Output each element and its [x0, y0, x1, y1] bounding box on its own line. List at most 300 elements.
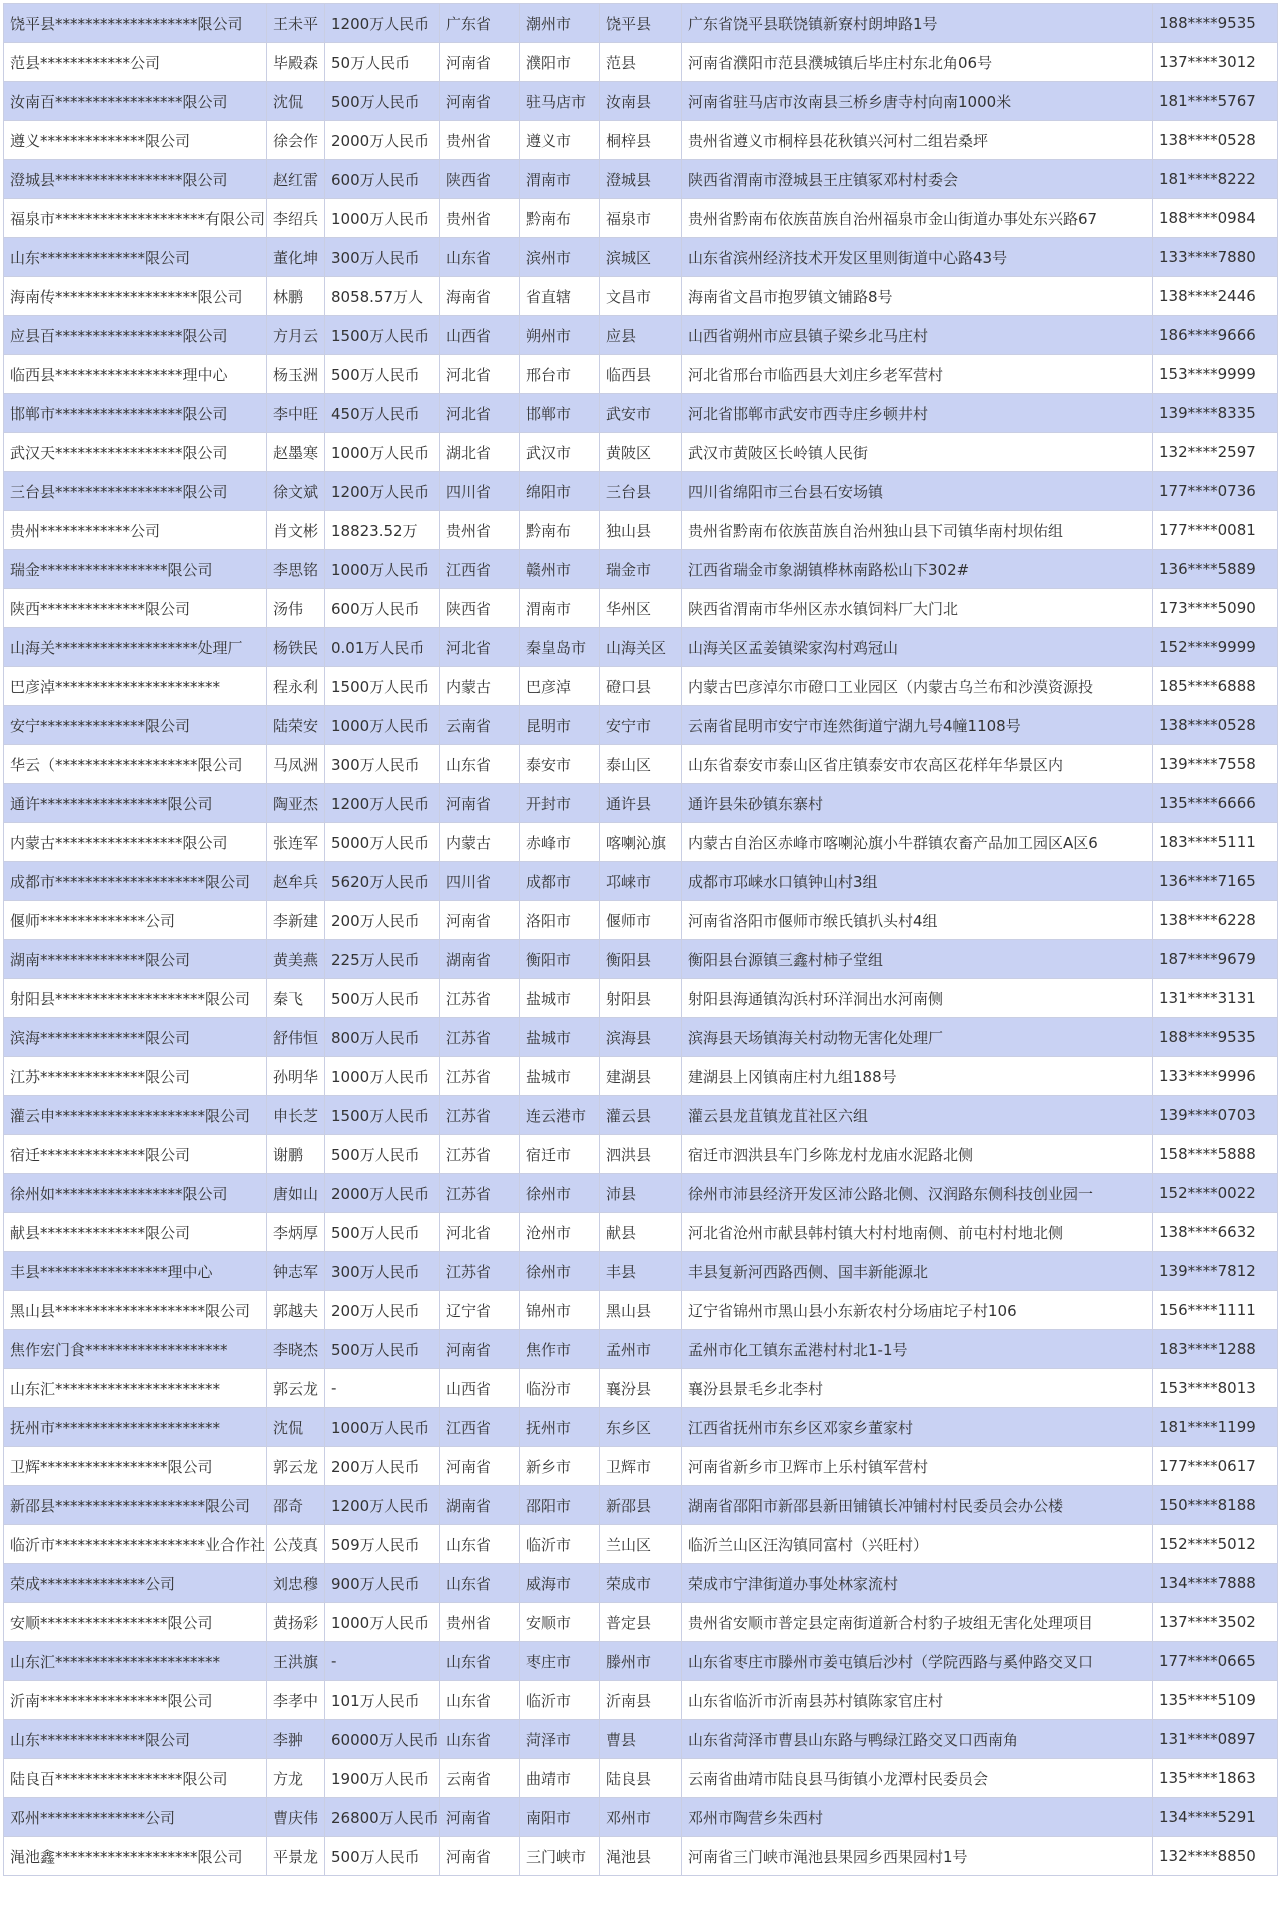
province-cell: 广东省	[440, 4, 520, 43]
address-cell: 射阳县海通镇沟浜村环洋洞出水河南侧	[682, 979, 1153, 1018]
province-cell: 河南省	[440, 1798, 520, 1837]
legal-rep-cell: 刘忠穆	[267, 1564, 325, 1603]
province-cell: 河北省	[440, 394, 520, 433]
province-cell: 山东省	[440, 238, 520, 277]
registered-capital-cell: 450万人民币	[325, 394, 440, 433]
registered-capital-cell: 900万人民币	[325, 1564, 440, 1603]
phone-cell: 158****5888	[1153, 1135, 1278, 1174]
province-cell: 山东省	[440, 1681, 520, 1720]
phone-cell: 153****8013	[1153, 1369, 1278, 1408]
company-name-cell: 黑山县********************限公司	[4, 1291, 267, 1330]
phone-cell: 136****7165	[1153, 862, 1278, 901]
city-cell: 徐州市	[520, 1252, 600, 1291]
address-cell: 衡阳县台源镇三鑫村柿子堂组	[682, 940, 1153, 979]
district-cell: 华州区	[600, 589, 682, 628]
district-cell: 磴口县	[600, 667, 682, 706]
province-cell: 四川省	[440, 472, 520, 511]
legal-rep-cell: 马凤洲	[267, 745, 325, 784]
legal-rep-cell: 李孝中	[267, 1681, 325, 1720]
address-cell: 河南省濮阳市范县濮城镇后毕庄村东北角06号	[682, 43, 1153, 82]
phone-cell: 153****9999	[1153, 355, 1278, 394]
phone-cell: 138****6632	[1153, 1213, 1278, 1252]
company-name-cell: 福泉市********************有限公司	[4, 199, 267, 238]
company-name-cell: 山东汇**********************	[4, 1369, 267, 1408]
district-cell: 泰山区	[600, 745, 682, 784]
legal-rep-cell: 方龙	[267, 1759, 325, 1798]
address-cell: 内蒙古自治区赤峰市喀喇沁旗小牛群镇农畜产品加工园区A区6	[682, 823, 1153, 862]
legal-rep-cell: 李翀	[267, 1720, 325, 1759]
phone-cell: 136****5889	[1153, 550, 1278, 589]
district-cell: 汝南县	[600, 82, 682, 121]
registered-capital-cell: 1000万人民币	[325, 550, 440, 589]
legal-rep-cell: 方月云	[267, 316, 325, 355]
phone-cell: 152****0022	[1153, 1174, 1278, 1213]
address-cell: 山东省滨州经济技术开发区里则街道中心路43号	[682, 238, 1153, 277]
province-cell: 江苏省	[440, 1252, 520, 1291]
table-row	[4, 277, 1278, 316]
city-cell: 邵阳市	[520, 1486, 600, 1525]
address-cell: 广东省饶平县联饶镇新寮村朗坤路1号	[682, 4, 1153, 43]
phone-cell: 188****0984	[1153, 199, 1278, 238]
legal-rep-cell: 郭云龙	[267, 1369, 325, 1408]
company-name-cell: 华云（*******************限公司	[4, 745, 267, 784]
company-name-cell: 山东汇**********************	[4, 1642, 267, 1681]
phone-cell: 135****6666	[1153, 784, 1278, 823]
legal-rep-cell: 杨铁民	[267, 628, 325, 667]
address-cell: 邓州市陶营乡朱西村	[682, 1798, 1153, 1837]
province-cell: 辽宁省	[440, 1291, 520, 1330]
district-cell: 丰县	[600, 1252, 682, 1291]
company-name-cell: 内蒙古*****************限公司	[4, 823, 267, 862]
legal-rep-cell: 舒伟恒	[267, 1018, 325, 1057]
address-cell: 山东省菏泽市曹县山东路与鸭绿江路交叉口西南角	[682, 1720, 1153, 1759]
phone-cell: 183****1288	[1153, 1330, 1278, 1369]
city-cell: 渭南市	[520, 589, 600, 628]
phone-cell: 186****9666	[1153, 316, 1278, 355]
province-cell: 河南省	[440, 1837, 520, 1876]
province-cell: 江西省	[440, 550, 520, 589]
phone-cell: 139****7812	[1153, 1252, 1278, 1291]
city-cell: 武汉市	[520, 433, 600, 472]
table-row	[4, 979, 1278, 1018]
address-cell: 云南省昆明市安宁市连然街道宁湖九号4幢1108号	[682, 706, 1153, 745]
district-cell: 通许县	[600, 784, 682, 823]
city-cell: 临沂市	[520, 1525, 600, 1564]
company-name-cell: 徐州如*****************限公司	[4, 1174, 267, 1213]
district-cell: 射阳县	[600, 979, 682, 1018]
company-name-cell: 新邵县********************限公司	[4, 1486, 267, 1525]
city-cell: 邢台市	[520, 355, 600, 394]
district-cell: 衡阳县	[600, 940, 682, 979]
registered-capital-cell: 300万人民币	[325, 1252, 440, 1291]
city-cell: 潮州市	[520, 4, 600, 43]
table-row	[4, 1681, 1278, 1720]
company-name-cell: 偃师**************公司	[4, 901, 267, 940]
table-row	[4, 628, 1278, 667]
legal-rep-cell: 唐如山	[267, 1174, 325, 1213]
table-row	[4, 550, 1278, 589]
city-cell: 盐城市	[520, 979, 600, 1018]
province-cell: 江苏省	[440, 979, 520, 1018]
province-cell: 贵州省	[440, 199, 520, 238]
phone-cell: 138****6228	[1153, 901, 1278, 940]
table-row	[4, 1135, 1278, 1174]
table-row	[4, 1759, 1278, 1798]
registered-capital-cell: 26800万人民币	[325, 1798, 440, 1837]
address-cell: 山海关区孟姜镇梁家沟村鸡冠山	[682, 628, 1153, 667]
address-cell: 孟州市化工镇东孟港村村北1-1号	[682, 1330, 1153, 1369]
table-row	[4, 394, 1278, 433]
phone-cell: 177****0736	[1153, 472, 1278, 511]
table-row	[4, 82, 1278, 121]
city-cell: 沧州市	[520, 1213, 600, 1252]
table-row	[4, 1096, 1278, 1135]
district-cell: 普定县	[600, 1603, 682, 1642]
phone-cell: 152****5012	[1153, 1525, 1278, 1564]
city-cell: 邯郸市	[520, 394, 600, 433]
phone-cell: 173****5090	[1153, 589, 1278, 628]
legal-rep-cell: 郭云龙	[267, 1447, 325, 1486]
registered-capital-cell: 1200万人民币	[325, 784, 440, 823]
phone-cell: 138****2446	[1153, 277, 1278, 316]
province-cell: 江苏省	[440, 1174, 520, 1213]
table-row	[4, 1642, 1278, 1681]
address-cell: 贵州省黔南布依族苗族自治州独山县下司镇华南村坝佑组	[682, 511, 1153, 550]
city-cell: 三门峡市	[520, 1837, 600, 1876]
legal-rep-cell: 肖文彬	[267, 511, 325, 550]
district-cell: 泗洪县	[600, 1135, 682, 1174]
company-name-cell: 江苏**************限公司	[4, 1057, 267, 1096]
city-cell: 盐城市	[520, 1057, 600, 1096]
legal-rep-cell: 平景龙	[267, 1837, 325, 1876]
registered-capital-cell: 1000万人民币	[325, 199, 440, 238]
address-cell: 贵州省安顺市普定县定南街道新合村豹子坡组无害化处理项目	[682, 1603, 1153, 1642]
company-name-cell: 澄城县*****************限公司	[4, 160, 267, 199]
city-cell: 泰安市	[520, 745, 600, 784]
table-row	[4, 1525, 1278, 1564]
province-cell: 山东省	[440, 1525, 520, 1564]
table-row	[4, 1252, 1278, 1291]
address-cell: 内蒙古巴彦淖尔市磴口工业园区（内蒙古乌兰布和沙漠资源投	[682, 667, 1153, 706]
phone-cell: 139****0703	[1153, 1096, 1278, 1135]
city-cell: 赣州市	[520, 550, 600, 589]
table-row	[4, 355, 1278, 394]
district-cell: 新邵县	[600, 1486, 682, 1525]
registered-capital-cell: 600万人民币	[325, 589, 440, 628]
table-row	[4, 1174, 1278, 1213]
address-cell: 贵州省遵义市桐梓县花秋镇兴河村二组岩桑坪	[682, 121, 1153, 160]
province-cell: 山西省	[440, 1369, 520, 1408]
table-row	[4, 1213, 1278, 1252]
company-name-cell: 山东**************限公司	[4, 238, 267, 277]
phone-cell: 185****6888	[1153, 667, 1278, 706]
legal-rep-cell: 申长芝	[267, 1096, 325, 1135]
province-cell: 内蒙古	[440, 667, 520, 706]
legal-rep-cell: 林鹏	[267, 277, 325, 316]
legal-rep-cell: 赵墨寒	[267, 433, 325, 472]
registered-capital-cell: 0.01万人民币	[325, 628, 440, 667]
city-cell: 锦州市	[520, 1291, 600, 1330]
address-cell: 山东省临沂市沂南县苏村镇陈家官庄村	[682, 1681, 1153, 1720]
district-cell: 孟州市	[600, 1330, 682, 1369]
phone-cell: 187****9679	[1153, 940, 1278, 979]
city-cell: 徐州市	[520, 1174, 600, 1213]
legal-rep-cell: 汤伟	[267, 589, 325, 628]
legal-rep-cell: 王未平	[267, 4, 325, 43]
company-name-cell: 丰县*****************理中心	[4, 1252, 267, 1291]
legal-rep-cell: 沈侃	[267, 1408, 325, 1447]
registered-capital-cell: 200万人民币	[325, 901, 440, 940]
city-cell: 省直辖	[520, 277, 600, 316]
phone-cell: 133****9996	[1153, 1057, 1278, 1096]
legal-rep-cell: 李思铭	[267, 550, 325, 589]
table-row	[4, 472, 1278, 511]
company-name-cell: 献县**************限公司	[4, 1213, 267, 1252]
legal-rep-cell: 孙明华	[267, 1057, 325, 1096]
legal-rep-cell: 郭越夫	[267, 1291, 325, 1330]
district-cell: 山海关区	[600, 628, 682, 667]
district-cell: 独山县	[600, 511, 682, 550]
table-row	[4, 940, 1278, 979]
address-cell: 贵州省黔南布依族苗族自治州福泉市金山街道办事处东兴路67	[682, 199, 1153, 238]
district-cell: 荣成市	[600, 1564, 682, 1603]
phone-cell: 134****5291	[1153, 1798, 1278, 1837]
city-cell: 威海市	[520, 1564, 600, 1603]
table-row	[4, 1408, 1278, 1447]
company-name-cell: 海南传*******************限公司	[4, 277, 267, 316]
registered-capital-cell: 60000万人民币	[325, 1720, 440, 1759]
city-cell: 黔南布	[520, 199, 600, 238]
address-cell: 河南省驻马店市汝南县三桥乡唐寺村向南1000米	[682, 82, 1153, 121]
legal-rep-cell: 程永利	[267, 667, 325, 706]
province-cell: 湖北省	[440, 433, 520, 472]
registered-capital-cell: 500万人民币	[325, 82, 440, 121]
city-cell: 巴彦淖	[520, 667, 600, 706]
province-cell: 陕西省	[440, 589, 520, 628]
address-cell: 建湖县上冈镇南庄村九组188号	[682, 1057, 1153, 1096]
city-cell: 渭南市	[520, 160, 600, 199]
company-name-cell: 临沂市********************业合作社	[4, 1525, 267, 1564]
table-row	[4, 4, 1278, 43]
company-name-cell: 通许*****************限公司	[4, 784, 267, 823]
district-cell: 卫辉市	[600, 1447, 682, 1486]
registered-capital-cell: 1500万人民币	[325, 667, 440, 706]
phone-cell: 181****5767	[1153, 82, 1278, 121]
province-cell: 山东省	[440, 1720, 520, 1759]
table-row	[4, 121, 1278, 160]
registered-capital-cell: 1200万人民币	[325, 472, 440, 511]
phone-cell: 135****5109	[1153, 1681, 1278, 1720]
address-cell: 河北省沧州市献县韩村镇大村村地南侧、前屯村村地北侧	[682, 1213, 1153, 1252]
district-cell: 沂南县	[600, 1681, 682, 1720]
registered-capital-cell: 1000万人民币	[325, 433, 440, 472]
province-cell: 山东省	[440, 1564, 520, 1603]
table-row	[4, 589, 1278, 628]
registered-capital-cell: 1000万人民币	[325, 1408, 440, 1447]
province-cell: 云南省	[440, 1759, 520, 1798]
legal-rep-cell: 徐会作	[267, 121, 325, 160]
phone-cell: 177****0081	[1153, 511, 1278, 550]
city-cell: 赤峰市	[520, 823, 600, 862]
table-row	[4, 706, 1278, 745]
registered-capital-cell: 2000万人民币	[325, 1174, 440, 1213]
phone-cell: 135****1863	[1153, 1759, 1278, 1798]
province-cell: 湖南省	[440, 1486, 520, 1525]
phone-cell: 138****0528	[1153, 706, 1278, 745]
company-name-cell: 应县百*****************限公司	[4, 316, 267, 355]
table-row	[4, 1837, 1278, 1876]
table-row	[4, 433, 1278, 472]
company-name-cell: 饶平县*******************限公司	[4, 4, 267, 43]
address-cell: 山东省泰安市泰山区省庄镇泰安市农高区花样年华景区内	[682, 745, 1153, 784]
province-cell: 江西省	[440, 1408, 520, 1447]
company-name-cell: 邓州**************公司	[4, 1798, 267, 1837]
city-cell: 昆明市	[520, 706, 600, 745]
province-cell: 河南省	[440, 1330, 520, 1369]
address-cell: 辽宁省锦州市黑山县小东新农村分场庙坨子村106	[682, 1291, 1153, 1330]
province-cell: 贵州省	[440, 1603, 520, 1642]
province-cell: 内蒙古	[440, 823, 520, 862]
phone-cell: 156****1111	[1153, 1291, 1278, 1330]
city-cell: 安顺市	[520, 1603, 600, 1642]
province-cell: 陕西省	[440, 160, 520, 199]
district-cell: 应县	[600, 316, 682, 355]
company-name-cell: 沂南*****************限公司	[4, 1681, 267, 1720]
legal-rep-cell: 张连军	[267, 823, 325, 862]
city-cell: 洛阳市	[520, 901, 600, 940]
province-cell: 四川省	[440, 862, 520, 901]
legal-rep-cell: 李绍兵	[267, 199, 325, 238]
city-cell: 南阳市	[520, 1798, 600, 1837]
district-cell: 灌云县	[600, 1096, 682, 1135]
phone-cell: 150****8188	[1153, 1486, 1278, 1525]
city-cell: 秦皇岛市	[520, 628, 600, 667]
district-cell: 陆良县	[600, 1759, 682, 1798]
phone-cell: 181****8222	[1153, 160, 1278, 199]
table-row	[4, 238, 1278, 277]
city-cell: 连云港市	[520, 1096, 600, 1135]
city-cell: 临汾市	[520, 1369, 600, 1408]
address-cell: 河南省洛阳市偃师市缑氏镇扒头村4组	[682, 901, 1153, 940]
province-cell: 贵州省	[440, 511, 520, 550]
company-name-cell: 山海关*******************处理厂	[4, 628, 267, 667]
phone-cell: 137****3502	[1153, 1603, 1278, 1642]
address-cell: 云南省曲靖市陆良县马街镇小龙潭村民委员会	[682, 1759, 1153, 1798]
district-cell: 渑池县	[600, 1837, 682, 1876]
registered-capital-cell: 600万人民币	[325, 160, 440, 199]
registered-capital-cell: -	[325, 1642, 440, 1681]
registered-capital-cell: 200万人民币	[325, 1447, 440, 1486]
table-row	[4, 901, 1278, 940]
legal-rep-cell: 邵奇	[267, 1486, 325, 1525]
legal-rep-cell: 徐文斌	[267, 472, 325, 511]
district-cell: 襄汾县	[600, 1369, 682, 1408]
company-table	[3, 3, 1278, 1876]
address-cell: 襄汾县景毛乡北李村	[682, 1369, 1153, 1408]
company-name-cell: 陕西**************限公司	[4, 589, 267, 628]
legal-rep-cell: 陶亚杰	[267, 784, 325, 823]
district-cell: 三台县	[600, 472, 682, 511]
city-cell: 临沂市	[520, 1681, 600, 1720]
legal-rep-cell: 秦飞	[267, 979, 325, 1018]
legal-rep-cell: 曹庆伟	[267, 1798, 325, 1837]
table-row	[4, 1018, 1278, 1057]
province-cell: 贵州省	[440, 121, 520, 160]
district-cell: 饶平县	[600, 4, 682, 43]
registered-capital-cell: 1000万人民币	[325, 706, 440, 745]
registered-capital-cell: 500万人民币	[325, 1213, 440, 1252]
phone-cell: 138****0528	[1153, 121, 1278, 160]
company-name-cell: 卫辉*****************限公司	[4, 1447, 267, 1486]
registered-capital-cell: 5620万人民币	[325, 862, 440, 901]
table-row	[4, 1291, 1278, 1330]
phone-cell: 139****8335	[1153, 394, 1278, 433]
city-cell: 濮阳市	[520, 43, 600, 82]
province-cell: 河南省	[440, 901, 520, 940]
company-name-cell: 宿迁**************限公司	[4, 1135, 267, 1174]
registered-capital-cell: 800万人民币	[325, 1018, 440, 1057]
registered-capital-cell: 500万人民币	[325, 1135, 440, 1174]
table-row	[4, 1603, 1278, 1642]
registered-capital-cell: -	[325, 1369, 440, 1408]
legal-rep-cell: 李新建	[267, 901, 325, 940]
province-cell: 江苏省	[440, 1135, 520, 1174]
phone-cell: 134****7888	[1153, 1564, 1278, 1603]
address-cell: 成都市邛崃水口镇钟山村3组	[682, 862, 1153, 901]
address-cell: 山东省枣庄市滕州市姜屯镇后沙村（学院西路与奚仲路交叉口	[682, 1642, 1153, 1681]
registered-capital-cell: 200万人民币	[325, 1291, 440, 1330]
legal-rep-cell: 赵牟兵	[267, 862, 325, 901]
city-cell: 宿迁市	[520, 1135, 600, 1174]
address-cell: 陕西省渭南市华州区赤水镇饲料厂大门北	[682, 589, 1153, 628]
city-cell: 新乡市	[520, 1447, 600, 1486]
city-cell: 成都市	[520, 862, 600, 901]
legal-rep-cell: 陆荣安	[267, 706, 325, 745]
registered-capital-cell: 18823.52万	[325, 511, 440, 550]
district-cell: 沛县	[600, 1174, 682, 1213]
registered-capital-cell: 1500万人民币	[325, 316, 440, 355]
legal-rep-cell: 董化坤	[267, 238, 325, 277]
address-cell: 江西省瑞金市象湖镇桦林南路松山下302#	[682, 550, 1153, 589]
table-row	[4, 43, 1278, 82]
table-row	[4, 1369, 1278, 1408]
district-cell: 黑山县	[600, 1291, 682, 1330]
address-cell: 陕西省渭南市澄城县王庄镇冢邓村村委会	[682, 160, 1153, 199]
legal-rep-cell: 钟志军	[267, 1252, 325, 1291]
table-row	[4, 1486, 1278, 1525]
company-name-cell: 汝南百*****************限公司	[4, 82, 267, 121]
registered-capital-cell: 1900万人民币	[325, 1759, 440, 1798]
province-cell: 山东省	[440, 745, 520, 784]
phone-cell: 188****9535	[1153, 4, 1278, 43]
phone-cell: 188****9535	[1153, 1018, 1278, 1057]
city-cell: 抚州市	[520, 1408, 600, 1447]
table-row	[4, 1057, 1278, 1096]
district-cell: 曹县	[600, 1720, 682, 1759]
province-cell: 云南省	[440, 706, 520, 745]
city-cell: 焦作市	[520, 1330, 600, 1369]
table-row	[4, 160, 1278, 199]
legal-rep-cell: 赵红雷	[267, 160, 325, 199]
address-cell: 宿迁市泗洪县车门乡陈龙村龙庙水泥路北侧	[682, 1135, 1153, 1174]
district-cell: 武安市	[600, 394, 682, 433]
province-cell: 河北省	[440, 628, 520, 667]
province-cell: 河北省	[440, 1213, 520, 1252]
registered-capital-cell: 1000万人民币	[325, 1057, 440, 1096]
address-cell: 丰县复新河西路西侧、国丰新能源北	[682, 1252, 1153, 1291]
registered-capital-cell: 509万人民币	[325, 1525, 440, 1564]
registered-capital-cell: 225万人民币	[325, 940, 440, 979]
